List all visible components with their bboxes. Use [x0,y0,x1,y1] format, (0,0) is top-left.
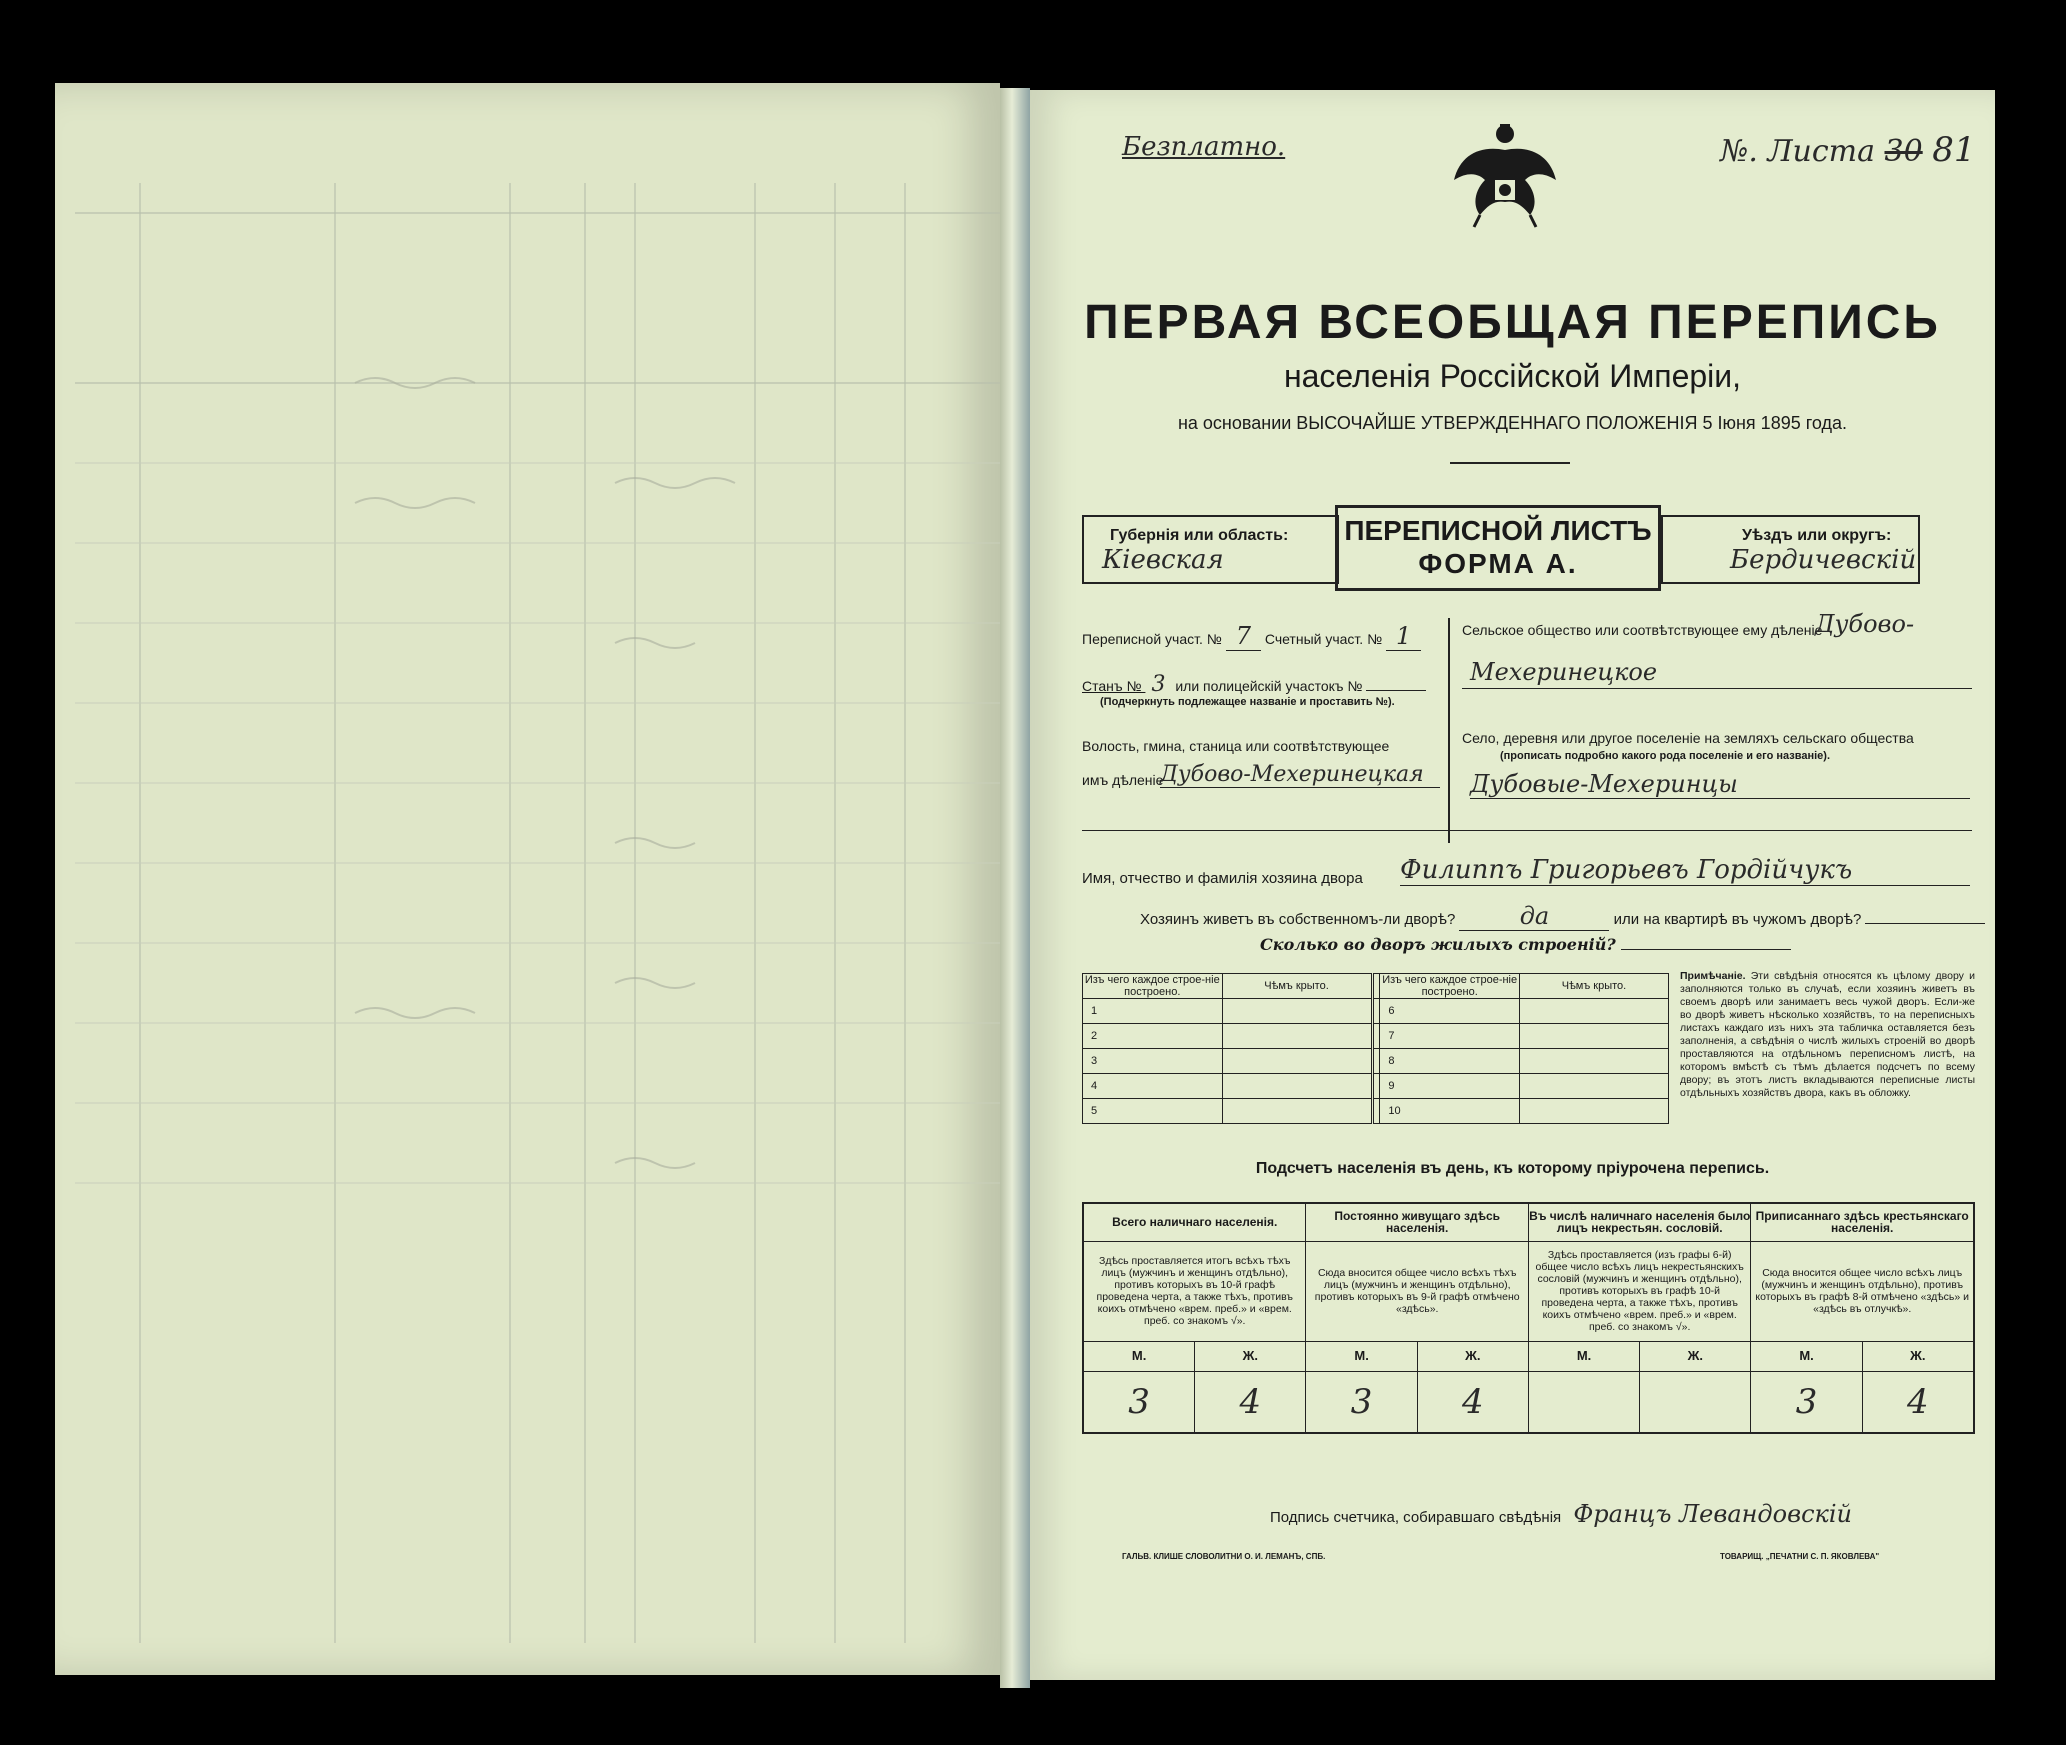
buildings-row [1260,935,1791,954]
count-district-label: Счетный участ. № [1264,631,1383,647]
volost-label: Волость, гмина, станица или соотвѣтствующее [1082,738,1390,754]
society-value-2: Мехеринецкое [1470,658,1658,686]
summary-desc-assigned: Сюда вносится общее число всѣхъ лицъ (мужчинъ и женщинъ отдѣльно), противъ которыхъ въ графѣ 8-й отмѣчено «здѣсь» и «здѣсь въ отлучкѣ». [1751,1241,1974,1341]
form-divider [1448,618,1450,843]
total-m-value: 3 [1083,1371,1195,1433]
section-line [1082,830,1972,831]
col-roof-left: Чѣмъ крыто. [1222,974,1372,999]
gubernia-value: Кіевская [1102,545,1224,575]
own-yard-value: да [1459,902,1609,931]
summary-title: Подсчетъ населенія въ день, къ которому пріурочена перепись. [1255,1160,1770,1177]
total-f-value: 4 [1195,1371,1306,1433]
district-row [1082,622,1421,650]
uezd-label: Уѣздъ или округъ: [1742,527,1892,544]
summary-desc-permanent: Сюда вносится общее число всѣхъ тѣхъ лицъ (мужчинъ и женщинъ отдѣльно), противъ которыхъ въ 9-й графѣ отмѣчено «здѣсь». [1306,1241,1528,1341]
sheet-number-label: №. Листа 30 81 [1720,130,1976,170]
village-label: Село, деревня или другое поселеніе на земляхъ сельскаго общества [1462,730,1914,746]
row-num: 8 [1380,1049,1520,1074]
row-num: 10 [1380,1099,1520,1124]
sheet-title: ПЕРЕПИСНОЙ ЛИСТЪ [1344,515,1652,546]
free-label: Безплатно. [1122,132,1286,162]
row-num: 3 [1083,1049,1223,1074]
m-label: М. [1306,1341,1417,1371]
owner-value: Филиппъ Григорьевъ Гордійчукъ [1400,855,1970,886]
society-label: Сельское общество или соотвѣтствующее ему дѣленіе [1462,622,1823,638]
f-label: Ж. [1640,1341,1751,1371]
volost-value: Дубово-Мехеринецкая [1160,762,1440,788]
uezd-value: Бердичевскій [1730,545,1917,575]
permanent-f-value: 4 [1417,1371,1528,1433]
buildings-table [1082,973,1669,1124]
summary-head-assigned: Приписаннаго здѣсь крестьянскаго населенія. [1751,1203,1974,1241]
row-num: 7 [1380,1024,1520,1049]
row-num: 2 [1083,1024,1223,1049]
m-label: М. [1528,1341,1639,1371]
signature-label: Подпись счетчика, собиравшаго свѣдѣнія [1270,1509,1562,1526]
document-title: ПЕРВАЯ ВСЕОБЩАЯ ПЕРЕПИСЬ [1084,296,1941,349]
society-value-1: Дубово- [1815,610,1915,638]
row-num: 9 [1380,1074,1520,1099]
rented-label: или на квартирѣ въ чужомъ дворѣ? [1613,911,1862,928]
col-material-left: Изъ чего каждое строе-ніе построено. [1083,974,1223,999]
m-label: М. [1751,1341,1862,1371]
gubernia-label: Губернія или область: [1110,527,1289,544]
left-page [55,83,1000,1675]
col-material-right: Изъ чего каждое строе-ніе построено. [1380,974,1520,999]
summary-desc-total: Здѣсь проставляется итогъ всѣхъ тѣхъ лицъ (мужчинъ и женщинъ отдѣльно), противъ которыхъ въ 10-й графѣ проведена черта, а также тѣхъ, противъ коихъ отмѣчено «врем. преб.» и «врем. преб. со знакомъ √». [1083,1241,1306,1341]
police-label: или полицейскій участокъ № [1175,678,1363,694]
summary-head-nonpeasant: Въ числѣ наличнаго населенія было лицъ некрестьян. сословій. [1528,1203,1750,1241]
stan-label: Станъ № [1082,678,1146,694]
buildings-label: Сколько во дворъ жилыхъ строеній? [1260,935,1616,954]
note-text: Эти свѣдѣнія относятся къ цѣлому двору и заполняются только въ случаѣ, если хозяинъ живетъ въ своемъ дворѣ или занимаетъ весь чужой дворъ. Если-же во дворѣ живетъ нѣсколько хозяйствъ, то на переписныхъ листахъ каждаго изъ нихъ эта табличка оставляется безъ заполненія, а свѣдѣнія о числѣ жилыхъ строеній во дворѣ проставляются на отдѣльномъ переписномъ листѣ, на которомъ вмѣстѣ съ тѣмъ дѣлается подсчетъ по всему двору; въ этотъ листъ вкладываются переписные листы отдѣльныхъ хозяйствъ двора, какъ въ обложку. [1680,970,1975,1099]
summary-head-permanent: Постоянно живущаго здѣсь населенія. [1306,1203,1528,1241]
footer-right: ТОВАРИЩ. „ПЕЧАТНИ С. П. ЯКОВЛЕВА" [1720,1552,1880,1561]
ornament-divider [1450,462,1570,464]
summary-desc-nonpeasant: Здѣсь проставляется (изъ графы 6-й) общее число всѣхъ лицъ некрестьянскихъ сословій (мужчинъ и женщинъ отдѣльно), противъ которыхъ въ графѣ 10-й проведена черта, а также тѣхъ, противъ коихъ отмѣчено «врем. преб.» и «врем. преб. со знакомъ √». [1528,1241,1750,1341]
village-note: (прописать подробно какого рода поселеніе и его названіе). [1500,750,1831,762]
f-label: Ж. [1195,1341,1306,1371]
faded-column-grid [55,83,1000,1675]
buildings-note [1680,970,1975,1100]
assigned-f-value: 4 [1862,1371,1974,1433]
col-roof-right: Чѣмъ крыто. [1519,974,1668,999]
owner-label: Имя, отчество и фамилія хозяина двора [1082,870,1363,887]
summary-table [1082,1202,1975,1434]
f-label: Ж. [1417,1341,1528,1371]
census-district-label: Переписной участ. № [1082,631,1222,647]
own-yard-row [1140,902,1985,931]
nonpeasant-m-value [1528,1371,1639,1433]
stan-row [1082,672,1426,697]
footer-left: ГАЛЬВ. КЛИШЕ СЛОВОЛИТНИ О. И. ЛЕМАНЪ, СПБ. [1122,1552,1326,1561]
census-form-page [1030,90,1995,1680]
volost-label-2: имъ дѣленіе [1082,772,1164,788]
census-district-value: 7 [1226,622,1261,651]
nonpeasant-f-value [1640,1371,1751,1433]
village-value: Дубовые-Мехеринцы [1470,770,1970,799]
row-num: 1 [1083,999,1223,1024]
book-spine [1000,88,1030,1688]
summary-head-total: Всего наличнаго населенія. [1083,1203,1306,1241]
row-num: 4 [1083,1074,1223,1099]
form-label: ФОРМА А. [1418,548,1578,579]
stan-note: (Подчеркнуть подлежащее названіе и проставить №). [1100,696,1395,708]
document-subtitle: населенія Россійской Имперіи, [1283,358,1742,394]
imperial-eagle-icon [1450,120,1560,230]
signature-row [1270,1500,1852,1528]
signature-value: Францъ Левандовскій [1573,1500,1852,1528]
row-num: 6 [1380,999,1520,1024]
permanent-m-value: 3 [1306,1371,1417,1433]
f-label: Ж. [1862,1341,1974,1371]
legal-basis: на основании ВЫСОЧАЙШЕ УТВЕРЖДЕННАГО ПОЛОЖЕНІЯ 5 Іюня 1895 года. [1177,413,1848,433]
row-num: 5 [1083,1099,1223,1124]
count-district-value: 1 [1386,622,1421,651]
society-line [1462,688,1972,689]
own-yard-label: Хозяинъ живетъ въ собственномъ-ли дворѣ? [1140,911,1456,928]
stan-value: 3 [1151,672,1166,697]
assigned-m-value: 3 [1751,1371,1862,1433]
m-label: М. [1083,1341,1195,1371]
note-title: Примѣчаніе. [1680,970,1746,982]
